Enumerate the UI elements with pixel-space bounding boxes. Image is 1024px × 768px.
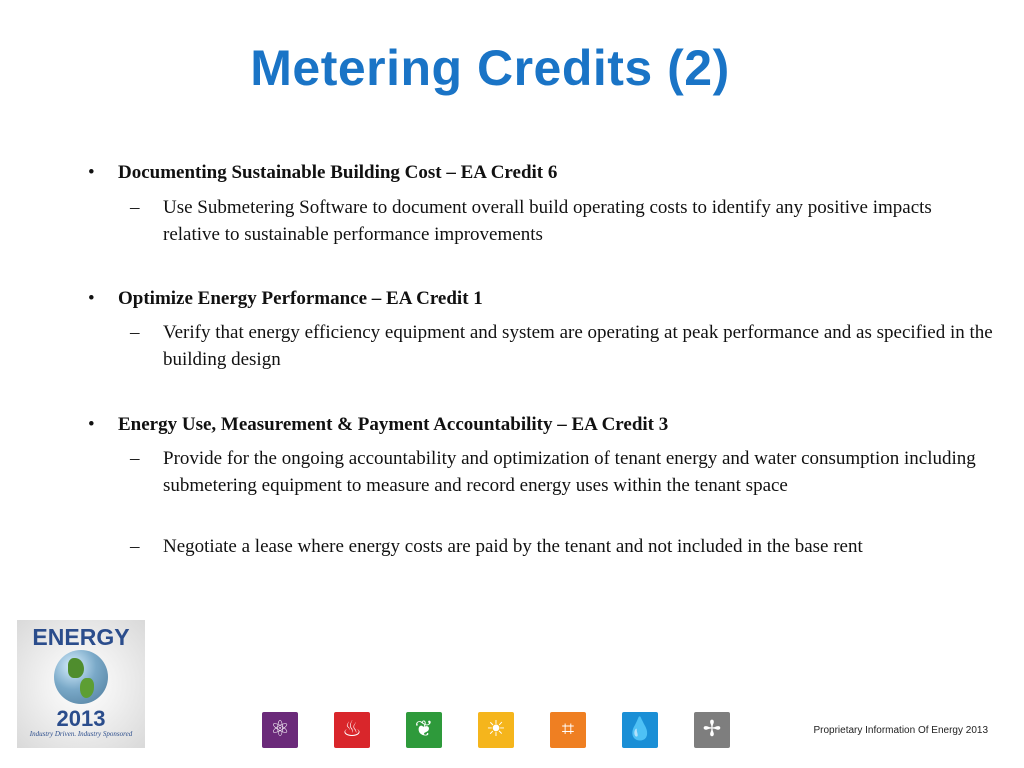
sub-bullet-text: Negotiate a lease where energy costs are paid by the tenant and not included in the base rent — [163, 536, 863, 557]
sub-bullet-text: Use Submetering Software to document overall build operating costs to identify any positive impacts relative to sustainable performance improvements — [163, 197, 932, 245]
dash-marker: – — [130, 448, 140, 469]
sub-bullet-text: Provide for the ongoing accountability and optimization of tenant energy and water consumption including submetering equipment to measure and record energy uses within the tenant space — [163, 448, 976, 496]
energy-2013-logo — [17, 620, 145, 748]
bullet-heading-text: Energy Use, Measurement & Payment Accountability – EA Credit 3 — [118, 414, 669, 435]
leaf-icon: ❦ — [406, 712, 442, 748]
sub-bullet — [130, 194, 993, 248]
bullet-marker: • — [88, 414, 95, 435]
dash-marker: – — [130, 322, 140, 343]
bullet-heading — [88, 288, 998, 310]
logo-word: ENERGY — [32, 624, 130, 650]
globe-icon — [54, 650, 108, 704]
sub-bullet — [130, 533, 993, 560]
logo-tagline: Industry Driven. Industry Sponsored — [29, 730, 133, 738]
power-line-icon: ⌗ — [550, 712, 586, 748]
sub-bullet — [130, 319, 993, 373]
dash-marker: – — [130, 536, 140, 557]
sub-bullet — [130, 445, 993, 499]
bullet-marker: • — [88, 288, 95, 309]
bullet-heading — [88, 162, 998, 184]
atom-icon: ⚛ — [262, 712, 298, 748]
water-drops-icon: 💧 — [622, 712, 658, 748]
slide-title: Metering Credits (2) — [250, 40, 730, 96]
bullet-marker: • — [88, 162, 95, 183]
bullet-heading-text: Optimize Energy Performance – EA Credit 1 — [118, 288, 483, 309]
wind-turbine-icon: ✢ — [694, 712, 730, 748]
footer-text: Proprietary Information Of Energy 2013 — [813, 725, 988, 736]
bullet-heading-text: Documenting Sustainable Building Cost – EA Credit 6 — [118, 162, 558, 183]
sun-icon: ☀ — [478, 712, 514, 748]
bullet-heading — [88, 414, 998, 436]
logo-year: 2013 — [56, 706, 106, 731]
dash-marker: – — [130, 197, 140, 218]
sub-bullet-text: Verify that energy efficiency equipment and system are operating at peak performance and as specified in the building design — [163, 322, 993, 370]
flame-icon: ♨ — [334, 712, 370, 748]
